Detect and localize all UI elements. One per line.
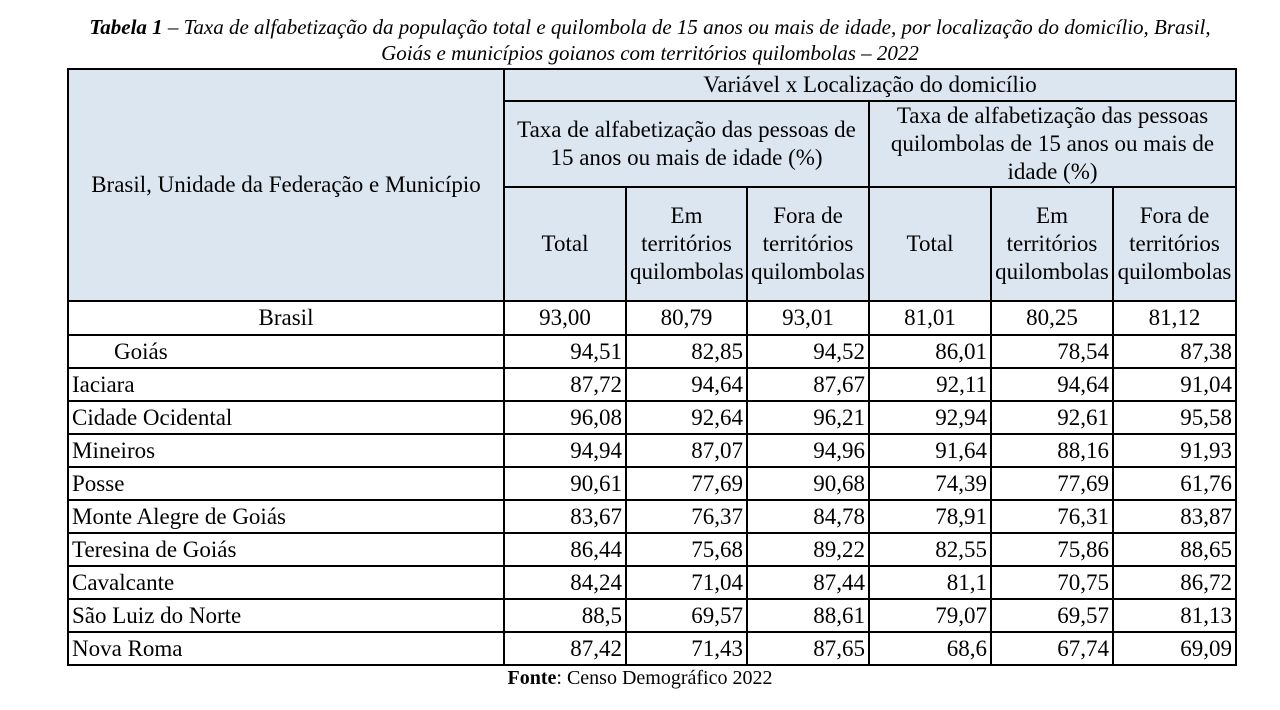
row-name: Cavalcante (68, 566, 504, 599)
cell-value: 91,64 (869, 434, 991, 467)
row-header-cell (68, 69, 504, 301)
source-label: Fonte (507, 667, 557, 689)
table-row (68, 467, 1236, 500)
cell-value: 69,57 (626, 599, 747, 632)
cell-value: 94,94 (504, 434, 626, 467)
row-name: Iaciara (68, 368, 504, 401)
subgroup-header-quilombola: Taxa de alfabetização das pessoas quilombolas de 15 anos ou mais de idade (%) (869, 101, 1236, 187)
cell-value: 88,5 (504, 599, 626, 632)
cell-value: 82,55 (869, 533, 991, 566)
cell-value: 94,64 (991, 368, 1113, 401)
cell-value: 82,85 (626, 335, 747, 368)
source-text: : Censo Demográfico 2022 (556, 667, 773, 689)
column-header: Fora de territórios quilombolas (747, 187, 869, 301)
cell-value: 80,79 (626, 301, 747, 335)
cell-value: 69,09 (1113, 632, 1236, 665)
cell-value: 71,43 (626, 632, 747, 665)
table-row (68, 401, 1236, 434)
cell-value: 87,07 (626, 434, 747, 467)
cell-value: 96,08 (504, 401, 626, 434)
cell-value: 71,04 (626, 566, 747, 599)
table-row (68, 500, 1236, 533)
table-row (68, 599, 1236, 632)
cell-value: 78,54 (991, 335, 1113, 368)
cell-value: 87,65 (747, 632, 869, 665)
column-header: Fora de territórios quilombolas (1113, 187, 1236, 301)
caption-label: Tabela 1 (89, 15, 163, 39)
row-name: Nova Roma (68, 632, 504, 665)
cell-value: 87,42 (504, 632, 626, 665)
row-name: Cidade Ocidental (68, 401, 504, 434)
column-header: Em territórios quilombolas (626, 187, 747, 301)
cell-value: 77,69 (991, 467, 1113, 500)
table-row (68, 301, 1236, 335)
source-note (0, 667, 1280, 690)
table-caption (80, 14, 1220, 66)
cell-value: 81,13 (1113, 599, 1236, 632)
cell-value: 83,67 (504, 500, 626, 533)
cell-value: 94,52 (747, 335, 869, 368)
cell-value: 76,31 (991, 500, 1113, 533)
cell-value: 95,58 (1113, 401, 1236, 434)
row-name: São Luiz do Norte (68, 599, 504, 632)
table-row (68, 368, 1236, 401)
cell-value: 87,67 (747, 368, 869, 401)
cell-value: 86,72 (1113, 566, 1236, 599)
cell-value: 94,64 (626, 368, 747, 401)
cell-value: 90,68 (747, 467, 869, 500)
table-row (68, 533, 1236, 566)
cell-value: 87,38 (1113, 335, 1236, 368)
cell-value: 61,76 (1113, 467, 1236, 500)
cell-value: 94,96 (747, 434, 869, 467)
cell-value: 81,1 (869, 566, 991, 599)
cell-value: 68,6 (869, 632, 991, 665)
cell-value: 92,61 (991, 401, 1113, 434)
row-name: Mineiros (68, 434, 504, 467)
cell-value: 88,61 (747, 599, 869, 632)
cell-value: 88,16 (991, 434, 1113, 467)
cell-value: 83,87 (1113, 500, 1236, 533)
column-header: Total (504, 187, 626, 301)
column-header: Total (869, 187, 991, 301)
cell-value: 92,11 (869, 368, 991, 401)
cell-value: 75,68 (626, 533, 747, 566)
cell-value: 67,74 (991, 632, 1113, 665)
cell-value: 78,91 (869, 500, 991, 533)
group-header: Variável x Localização do domicílio (504, 69, 1236, 101)
cell-value: 93,01 (747, 301, 869, 335)
cell-value: 89,22 (747, 533, 869, 566)
cell-value: 69,57 (991, 599, 1113, 632)
cell-value: 90,61 (504, 467, 626, 500)
cell-value: 79,07 (869, 599, 991, 632)
column-header: Em territórios quilombolas (991, 187, 1113, 301)
row-name: Goiás (68, 335, 504, 368)
table-row (68, 632, 1236, 665)
cell-value: 77,69 (626, 467, 747, 500)
cell-value: 84,78 (747, 500, 869, 533)
table-row (68, 434, 1236, 467)
row-name: Posse (68, 467, 504, 500)
cell-value: 93,00 (504, 301, 626, 335)
cell-value: 76,37 (626, 500, 747, 533)
cell-value: 91,04 (1113, 368, 1236, 401)
row-header: Brasil, Unidade da Federação e Município (91, 172, 481, 197)
cell-value: 92,64 (626, 401, 747, 434)
cell-value: 80,25 (991, 301, 1113, 335)
cell-value: 81,01 (869, 301, 991, 335)
cell-value: 86,44 (504, 533, 626, 566)
cell-value: 86,01 (869, 335, 991, 368)
cell-value: 74,39 (869, 467, 991, 500)
literacy-table (67, 68, 1237, 666)
table-row (68, 335, 1236, 368)
subgroup-header-total: Taxa de alfabetização das pessoas de 15 anos ou mais de idade (%) (504, 101, 869, 187)
cell-value: 81,12 (1113, 301, 1236, 335)
cell-value: 84,24 (504, 566, 626, 599)
cell-value: 88,65 (1113, 533, 1236, 566)
row-name: Brasil (68, 301, 504, 335)
cell-value: 92,94 (869, 401, 991, 434)
row-name: Monte Alegre de Goiás (68, 500, 504, 533)
cell-value: 75,86 (991, 533, 1113, 566)
cell-value: 87,44 (747, 566, 869, 599)
caption-text: – Taxa de alfabetização da população total e quilombola de 15 anos ou mais de idade, por localização do domicílio, Brasil, Goiás e municípios goianos com territórios quilombolas – 2022 (162, 15, 1211, 65)
cell-value: 87,72 (504, 368, 626, 401)
cell-value: 91,93 (1113, 434, 1236, 467)
cell-value: 96,21 (747, 401, 869, 434)
cell-value: 94,51 (504, 335, 626, 368)
cell-value: 70,75 (991, 566, 1113, 599)
table-row (68, 566, 1236, 599)
row-name: Teresina de Goiás (68, 533, 504, 566)
